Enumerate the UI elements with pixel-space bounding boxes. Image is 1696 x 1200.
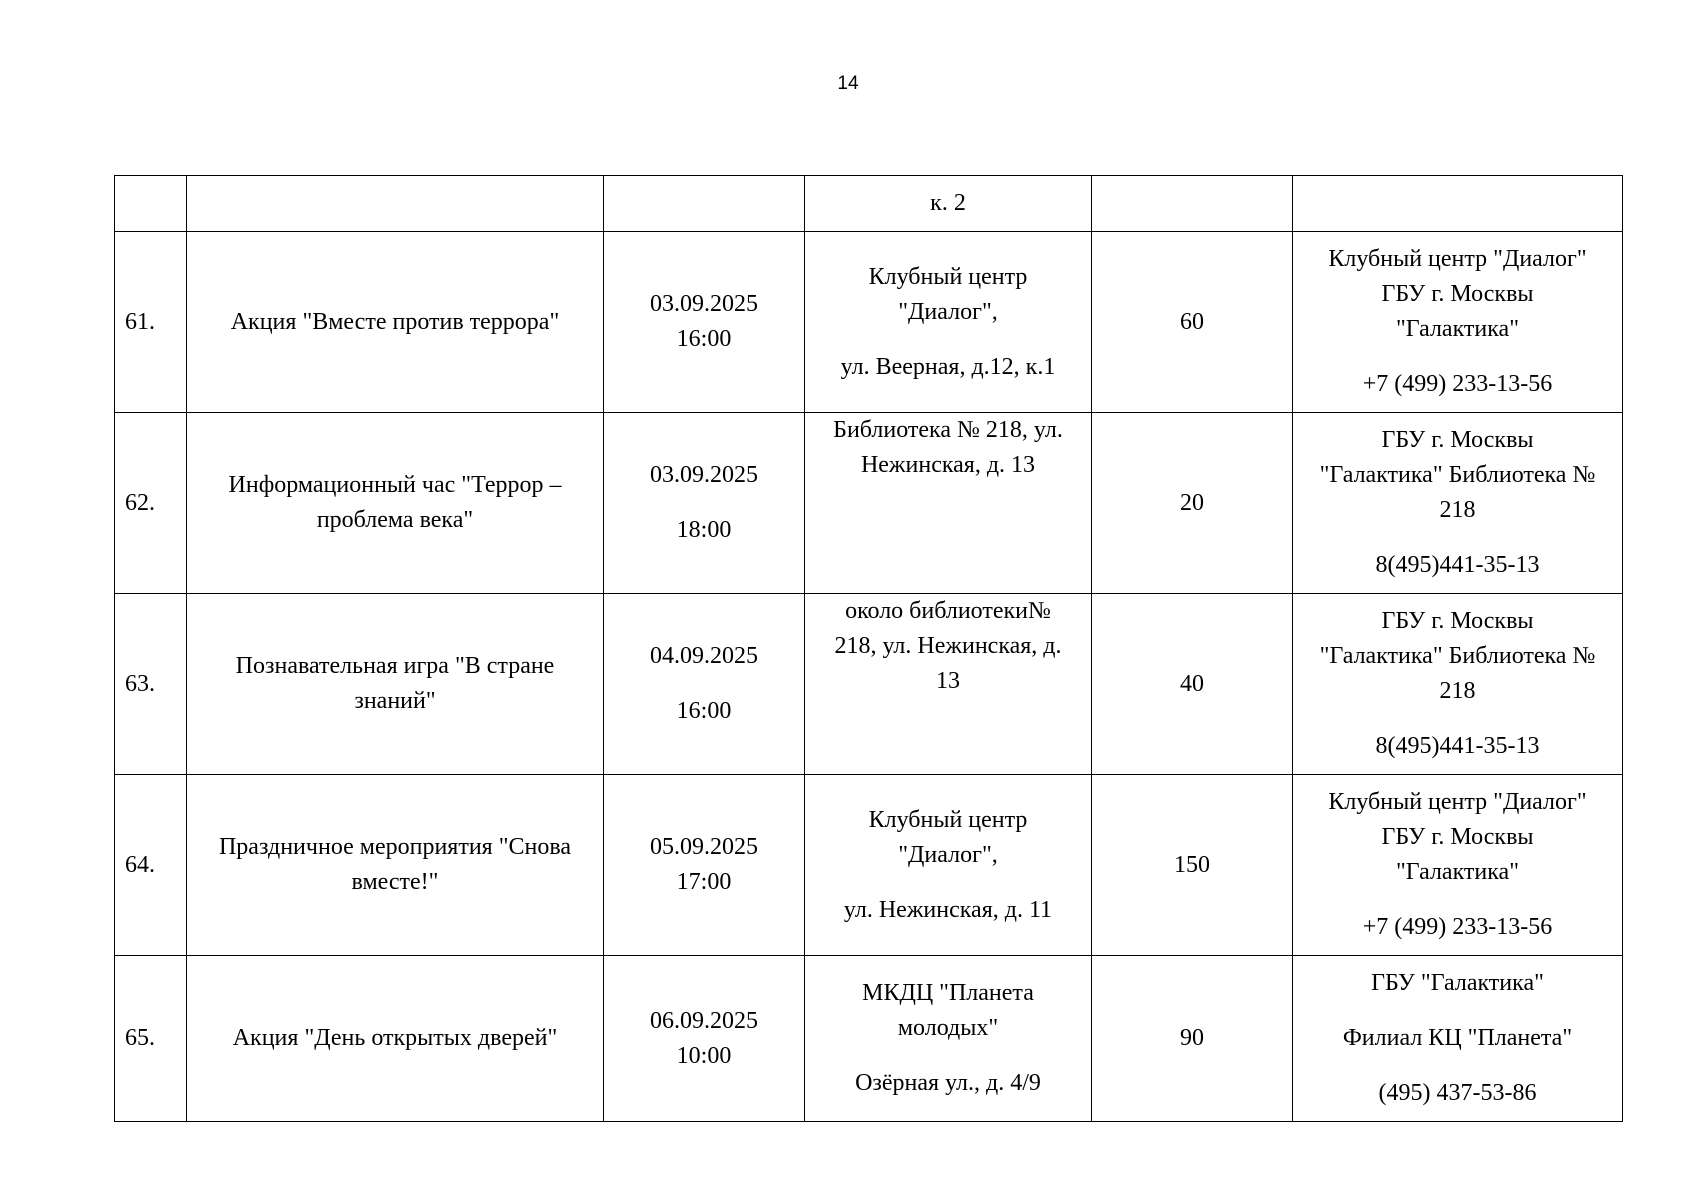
place-line: МКДЦ "Планета (862, 980, 1034, 1006)
place-line: около библиотеки№ (845, 598, 1051, 624)
location-continuation: к. 2 (930, 190, 966, 216)
cell-num (115, 176, 187, 232)
cell-datetime (604, 413, 805, 594)
org-line: "Галактика" Библиотека № (1319, 643, 1596, 669)
event-date: 03.09.2025 (650, 462, 758, 488)
cell-count: 60 (1092, 232, 1293, 413)
table-row (115, 956, 1623, 1122)
cell-num: 63. (115, 594, 187, 775)
place-line: Клубный центр (868, 263, 1028, 290)
cell-count: 40 (1092, 594, 1293, 775)
event-date: 04.09.2025 (650, 643, 758, 669)
org-line: Клубный центр "Диалог" (1328, 246, 1587, 272)
cell-location (805, 413, 1092, 594)
cell-num: 61. (115, 232, 187, 413)
org-line: 218 (1439, 678, 1476, 704)
org-phone: +7 (499) 233-13-56 (1362, 914, 1553, 940)
cell-num: 65. (115, 956, 187, 1122)
org-line: "Галактика" (1396, 316, 1519, 342)
cell-title: Информационный час "Террор – проблема века" (187, 413, 604, 594)
org-phone: +7 (499) 233-13-56 (1362, 371, 1553, 397)
place-address: ул. Веерная, д.12, к.1 (840, 353, 1056, 380)
place-line: Клубный центр (868, 806, 1028, 833)
table-row (115, 232, 1623, 413)
cell-organizer (1293, 956, 1623, 1122)
org-phone: (495) 437-53-86 (1378, 1080, 1537, 1106)
place-line: "Диалог", (898, 298, 998, 325)
event-time: 16:00 (676, 326, 732, 352)
cell-location (805, 956, 1092, 1122)
event-date: 03.09.2025 (650, 291, 758, 317)
place-line: "Диалог", (898, 841, 998, 868)
table-row (115, 413, 1623, 594)
org-phone: 8(495)441-35-13 (1375, 552, 1540, 578)
org-line: ГБУ г. Москвы (1381, 427, 1534, 453)
cell-num: 62. (115, 413, 187, 594)
cell-datetime (604, 956, 805, 1122)
cell-count: 150 (1092, 775, 1293, 956)
cell-count: 20 (1092, 413, 1293, 594)
event-time: 16:00 (676, 698, 732, 724)
cell-title: Акция "День открытых дверей" (187, 956, 604, 1122)
place-line: 13 (936, 668, 960, 694)
org-line: Клубный центр "Диалог" (1328, 789, 1587, 815)
table-row (115, 775, 1623, 956)
table-row-continuation (115, 176, 1623, 232)
cell-count: 90 (1092, 956, 1293, 1122)
org-line: ГБУ г. Москвы (1381, 281, 1534, 307)
event-time: 17:00 (676, 869, 732, 895)
cell-title: Познавательная игра "В стране знаний" (187, 594, 604, 775)
event-date: 06.09.2025 (650, 1007, 758, 1034)
org-line: 218 (1439, 497, 1476, 523)
cell-datetime (604, 176, 805, 232)
cell-organizer (1293, 775, 1623, 956)
place-line: 218, ул. Нежинская, д. (834, 633, 1062, 659)
org-line: ГБУ г. Москвы (1381, 608, 1534, 634)
cell-location (805, 232, 1092, 413)
cell-organizer (1293, 594, 1623, 775)
place-line: Библиотека № 218, ул. (833, 417, 1063, 443)
place-line: Нежинская, д. 13 (860, 452, 1036, 478)
org-line: ГБУ г. Москвы (1381, 824, 1534, 850)
cell-location (805, 594, 1092, 775)
event-time: 10:00 (676, 1042, 732, 1069)
place-line: молодых" (897, 1015, 999, 1041)
events-table (114, 175, 1623, 1122)
org-line: "Галактика" (1396, 859, 1519, 885)
cell-organizer (1293, 176, 1623, 232)
cell-location (805, 775, 1092, 956)
table-row (115, 594, 1623, 775)
cell-location (805, 176, 1092, 232)
org-line: "Галактика" Библиотека № (1319, 462, 1596, 488)
cell-title: Праздничное мероприятия "Снова вместе!" (187, 775, 604, 956)
place-address: ул. Нежинская, д. 11 (843, 896, 1053, 923)
cell-organizer (1293, 232, 1623, 413)
cell-num: 64. (115, 775, 187, 956)
event-date: 05.09.2025 (650, 834, 758, 860)
org-phone: 8(495)441-35-13 (1375, 733, 1540, 759)
place-address: Озёрная ул., д. 4/9 (855, 1070, 1041, 1096)
cell-title (187, 176, 604, 232)
cell-organizer (1293, 413, 1623, 594)
cell-count (1092, 176, 1293, 232)
cell-title: Акция "Вместе против террора" (187, 232, 604, 413)
cell-datetime (604, 232, 805, 413)
cell-datetime (604, 594, 805, 775)
event-time: 18:00 (676, 517, 732, 543)
org-branch: Филиал КЦ "Планета" (1342, 1025, 1573, 1051)
org-line: ГБУ "Галактика" (1371, 970, 1544, 996)
cell-datetime (604, 775, 805, 956)
page-number: 14 (837, 73, 859, 94)
